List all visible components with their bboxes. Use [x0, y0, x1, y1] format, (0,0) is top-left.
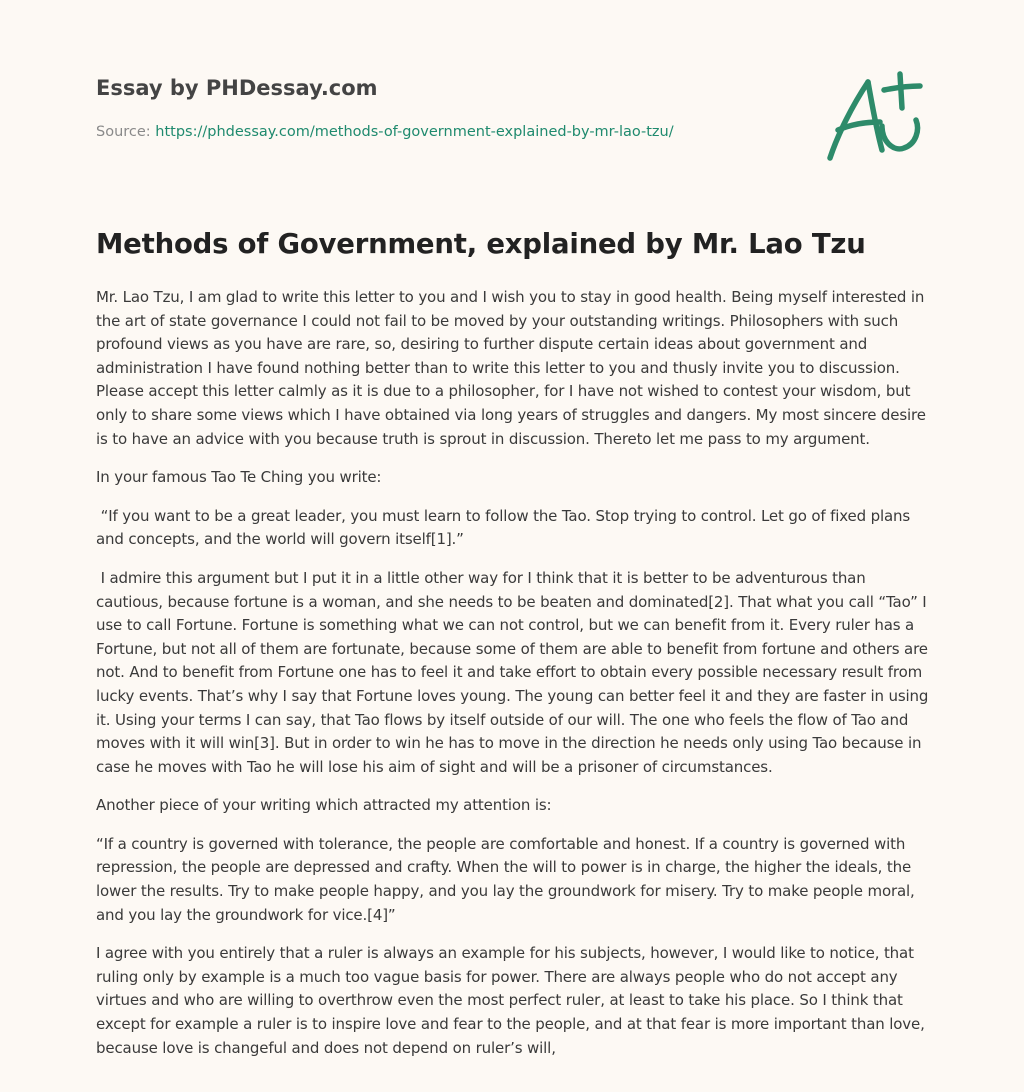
source-label: Source: [96, 124, 156, 140]
paragraph: Mr. Lao Tzu, I am glad to write this letter to you and I wish you to stay in good health. Being myself interested in the art of state governance I could not fail to be moved by your outstanding writings. Philosophers with such profound views as you have are rare, so, desiring to further dispute certain ideas about government and administration I have found nothing better than to write this letter to you and thusly invite you to discussion. Please accept this letter calmly as it is due to a philosopher, for I have not wished to contest your wisdom, but only to share some views which I have obtained via long years of struggles and dangers. My most sincere desire is to have an advice with you because truth is sprout in discussion. Thereto let me pass to my argument. [96, 288, 926, 448]
source-line [96, 122, 796, 142]
page-header [96, 72, 796, 142]
paragraph: Another piece of your writing which attracted my attention is: [96, 796, 552, 815]
brand-title: Essay by PHDessay.com [96, 76, 378, 100]
quote-paragraph: “If a country is governed with tolerance, the people are comfortable and honest. If a country is governed with repression, the people are depressed and crafty. When the will to power is in charge, the higher the ideals, the lower the results. Try to make people happy, and you lay the groundwork for misery. Try to make people moral, and you lay the groundwork for vice.[4]” [96, 834, 915, 924]
source-link[interactable]: https://phdessay.com/methods-of-government-explained-by-mr-lao-tzu/ [155, 124, 674, 140]
paragraph: In your famous Tao Te Ching you write: [96, 468, 382, 487]
paragraph: I agree with you entirely that a ruler is always an example for his subjects, however, I would like to notice, that ruling only by example is a much too vague basis for power. There are always people who do not accept any virtues and who are willing to overthrow even the most perfect ruler, at least to take his place. So I think that except for example a ruler is to inspire love and fear to the people, and at that fear is more important than love, because love is changeful and does not depend on ruler’s will, [96, 944, 925, 1057]
essay-title: Methods of Government, explained by Mr. Lao Tzu [96, 228, 866, 260]
essay-body [96, 286, 936, 1075]
a-plus-logo-icon [822, 68, 926, 164]
paragraph: I admire this argument but I put it in a little other way for I think that it is better to be adventurous than cautious, because fortune is a woman, and she needs to be beaten and dominated[2]. That what you call “Tao” I use to call Fortune. Fortune is something what we can not control, but we can benefit from it. Every ruler has a Fortune, but not all of them are fortunate, because some of them are able to benefit from fortune and others are not. And to benefit from Fortune one has to feel it and take effort to obtain every possible necessary result from lucky events. That’s why I say that Fortune loves young. The young can better feel it and they are faster in using it. Using your terms I can say, that Tao flows by itself outside of our will. The one who feels the flow of Tao and moves with it will win[3]. But in order to win he has to move in the direction he needs only using Tao because in case he moves with Tao he will lose his aim of sight and will be a prisoner of circumstances. [96, 568, 929, 776]
quote-paragraph: “If you want to be a great leader, you must learn to follow the Tao. Stop trying to control. Let go of fixed plans and concepts, and the world will govern itself[1].” [96, 506, 911, 549]
